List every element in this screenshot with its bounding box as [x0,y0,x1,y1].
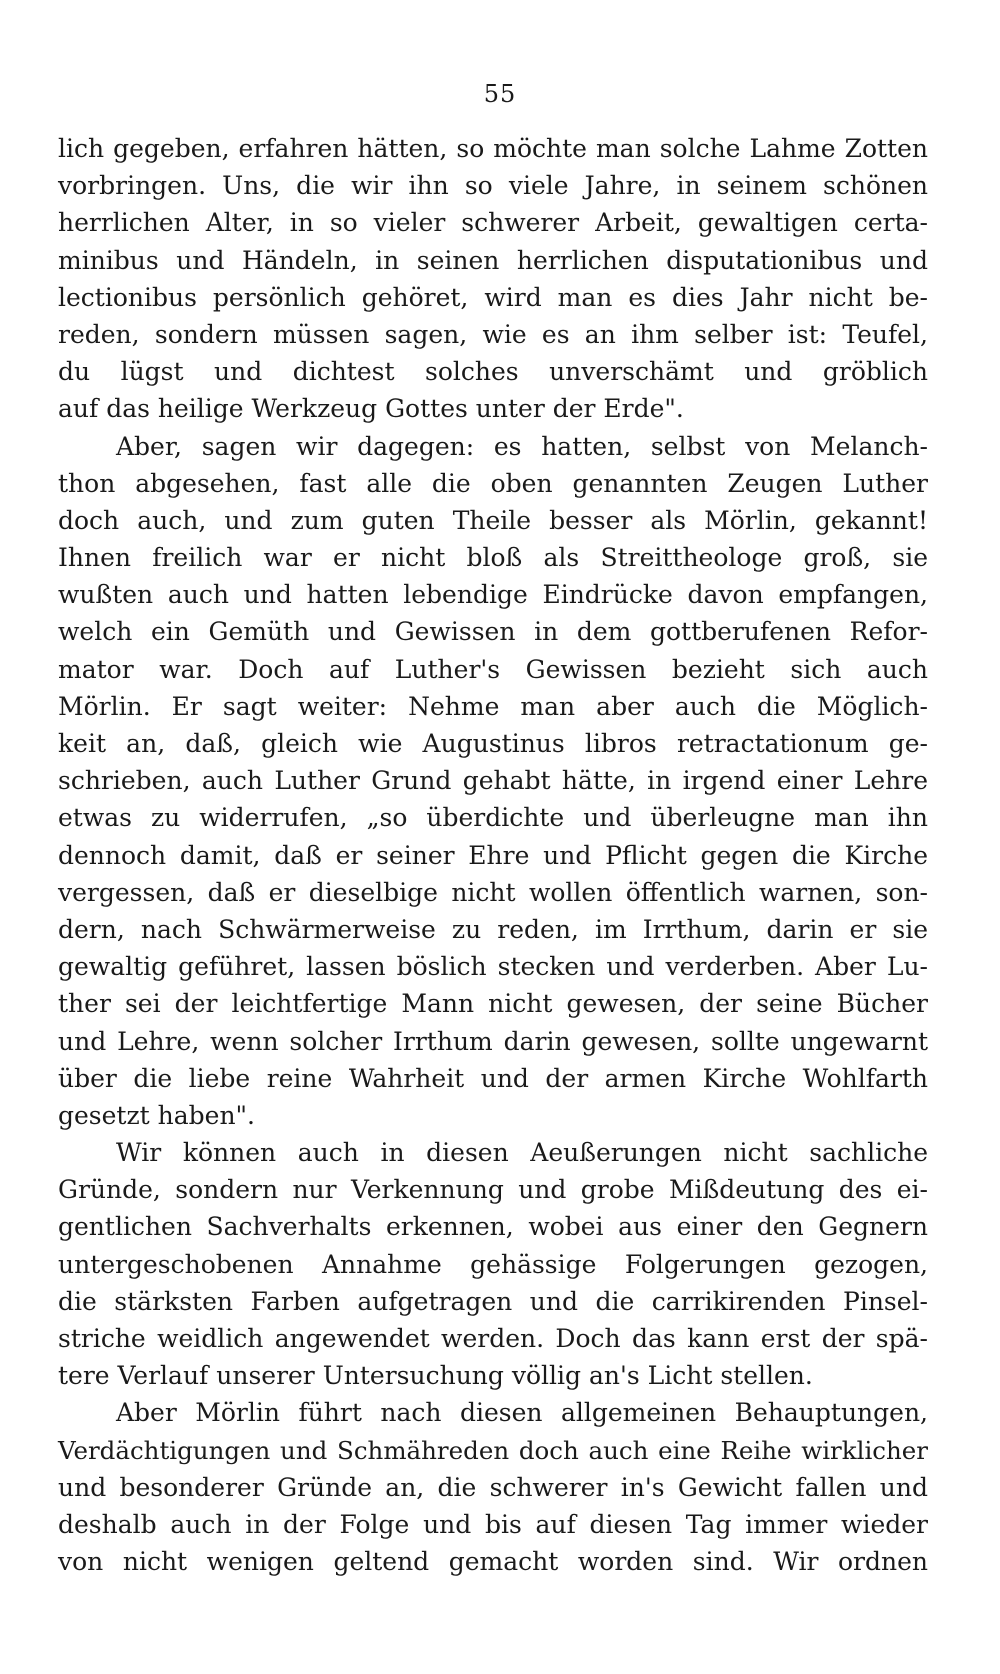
text-line: Aber, sagen wir dagegen: es hatten, selbst von Melanch- [116,431,928,461]
text-line: über die liebe reine Wahrheit und der armen Kirche Wohlfarth [58,1063,928,1093]
text-line: etwas zu widerrufen, „so überdichte und überleugne man ihn [58,803,928,833]
text-line: deshalb auch in der Folge und bis auf diesen Tag immer wieder [58,1509,928,1539]
text-line: striche weidlich angewendet werden. Doch das kann erst der spä- [58,1324,928,1353]
text-line: untergeschobenen Annahme gehässige Folgerungen gezogen, [58,1249,928,1279]
text-line: herrlichen Alter, in so vieler schwerer Arbeit, gewaltigen certa- [58,208,928,238]
text-line: ther sei der leichtfertige Mann nicht gewesen, der seine Bücher [58,989,928,1019]
body-text [58,130,928,1580]
text-line: Verdächtigungen und Schmähreden doch auch eine Reihe wirklicher [58,1435,928,1465]
text-line: du lügst und dichtest solches unverschämt und gröblich [58,357,928,387]
text-line: lectionibus persönlich gehöret, wird man es dies Jahr nicht be- [58,282,928,312]
text-line: und besonderer Gründe an, die schwerer in's Gewicht fallen und [58,1472,928,1502]
text-line: wußten auch und hatten lebendige Eindrücke davon empfangen, [58,580,928,610]
page-number: 55 [483,80,517,108]
text-line: schrieben, auch Luther Grund gehabt hätte, in irgend einer Lehre [58,766,928,796]
text-line: Mörlin. Er sagt weiter: Nehme man aber auch die Möglich- [58,691,928,721]
text-line: und Lehre, wenn solcher Irrthum darin gewesen, sollte ungewarnt [58,1026,928,1056]
text-line: minibus und Händeln, in seinen herrlichen disputationibus und [58,245,928,275]
text-line: von nicht wenigen geltend gemacht worden sind. Wir ordnen [58,1547,928,1577]
text-line: reden, sondern müssen sagen, wie es an ihm selber ist: Teufel, [58,319,928,349]
text-line: welch ein Gemüth und Gewissen in dem gottberufenen Refor- [58,617,928,647]
text-line: gentlichen Sachverhalts erkennen, wobei aus einer den Gegnern [58,1212,928,1242]
text-line: Aber Mörlin führt nach diesen allgemeinen Behauptungen, [116,1398,928,1428]
text-line: gesetzt haben". [58,1100,255,1130]
text-line: Ihnen freilich war er nicht bloß als Streittheologe groß, sie [58,543,928,573]
text-line: auf das heilige Werkzeug Gottes unter der Erde". [58,394,684,424]
text-line: mator war. Doch auf Luther's Gewissen bezieht sich auch [58,654,928,684]
text-line: lich gegeben, erfahren hätten, so möchte man solche Lahme Zotten [58,134,928,163]
text-line: dennoch damit, daß er seiner Ehre und Pflicht gegen die Kirche [58,840,928,870]
text-line: dern, nach Schwärmerweise zu reden, im Irrthum, darin er sie [58,914,928,944]
text-line: thon abgesehen, fast alle die oben genannten Zeugen Luther [58,468,928,498]
text-line: Gründe, sondern nur Verkennung und grobe Mißdeutung des ei- [58,1175,928,1205]
text-line: doch auch, und zum guten Theile besser als Mörlin, gekannt! [58,505,928,535]
text-line: die stärksten Farben aufgetragen und die carrikirenden Pinsel- [58,1286,928,1316]
text-line: vergessen, daß er dieselbige nicht wollen öffentlich warnen, son- [58,877,928,907]
text-line: Wir können auch in diesen Aeußerungen nicht sachliche [116,1138,928,1168]
text-line: gewaltig geführet, lassen böslich stecken und verderben. Aber Lu- [58,952,928,982]
text-line: vorbringen. Uns, die wir ihn so viele Jahre, in seinem schönen [58,171,928,201]
text-line: keit an, daß, gleich wie Augustinus libros retractationum ge- [58,729,928,758]
text-line: tere Verlauf unserer Untersuchung völlig an's Licht stellen. [58,1361,813,1391]
